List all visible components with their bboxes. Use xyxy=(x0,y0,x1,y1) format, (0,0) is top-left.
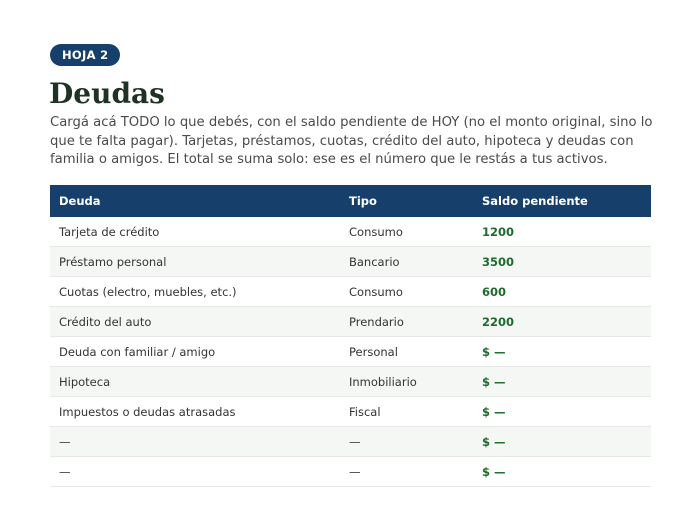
debt-name-cell[interactable]: Crédito del auto xyxy=(50,307,340,337)
table-body xyxy=(50,217,651,487)
debt-name-cell[interactable]: Deuda con familiar / amigo xyxy=(50,337,340,367)
debt-name-cell[interactable]: Cuotas (electro, muebles, etc.) xyxy=(50,277,340,307)
column-header-deuda: Deuda xyxy=(50,185,340,217)
debt-balance-cell[interactable]: $ — xyxy=(473,457,651,487)
sheet-badge: HOJA 2 xyxy=(50,44,120,66)
debt-type-cell[interactable]: Consumo xyxy=(340,217,473,247)
column-header-saldo: Saldo pendiente xyxy=(473,185,651,217)
debt-name-cell[interactable]: Hipoteca xyxy=(50,367,340,397)
debt-name-cell[interactable]: Préstamo personal xyxy=(50,247,340,277)
debt-type-cell[interactable]: Personal xyxy=(340,337,473,367)
debt-balance-cell[interactable]: 600 xyxy=(473,277,651,307)
debt-balance-cell[interactable]: 3500 xyxy=(473,247,651,277)
table-row xyxy=(50,367,651,397)
debt-type-cell[interactable]: — xyxy=(340,457,473,487)
table-row xyxy=(50,397,651,427)
table-row xyxy=(50,247,651,277)
debt-balance-cell[interactable]: $ — xyxy=(473,427,651,457)
debt-balance-cell[interactable]: $ — xyxy=(473,367,651,397)
debt-type-cell[interactable]: — xyxy=(340,427,473,457)
debt-name-cell[interactable]: Impuestos o deudas atrasadas xyxy=(50,397,340,427)
table-row xyxy=(50,277,651,307)
table-row xyxy=(50,217,651,247)
debt-name-cell[interactable]: — xyxy=(50,457,340,487)
debt-name-cell[interactable]: — xyxy=(50,427,340,457)
debt-balance-cell[interactable]: 1200 xyxy=(473,217,651,247)
debt-name-cell[interactable]: Tarjeta de crédito xyxy=(50,217,340,247)
debt-balance-cell[interactable]: $ — xyxy=(473,337,651,367)
debt-type-cell[interactable]: Fiscal xyxy=(340,397,473,427)
column-header-tipo: Tipo xyxy=(340,185,473,217)
debt-balance-cell[interactable]: 2200 xyxy=(473,307,651,337)
table-row xyxy=(50,337,651,367)
debt-type-cell[interactable]: Bancario xyxy=(340,247,473,277)
debt-type-cell[interactable]: Consumo xyxy=(340,277,473,307)
table-row xyxy=(50,427,651,457)
page-description: Cargá acá TODO lo que debés, con el saldo pendiente de HOY (no el monto original, sino lo que te falta pagar). Tarjetas, préstamos, cuotas, crédito del auto, hipoteca y deudas con familia o amigos. El total se suma solo: ese es el número que le restás a tus activos. xyxy=(50,115,653,167)
table-row xyxy=(50,457,651,487)
table-row xyxy=(50,307,651,337)
debt-balance-cell[interactable]: $ — xyxy=(473,397,651,427)
table-header xyxy=(50,185,651,217)
debt-type-cell[interactable]: Prendario xyxy=(340,307,473,337)
debts-table xyxy=(50,185,651,487)
debts-table-container xyxy=(50,185,651,487)
debt-type-cell[interactable]: Inmobiliario xyxy=(340,367,473,397)
table-header-row xyxy=(50,185,651,217)
page-title: Deudas xyxy=(49,77,165,110)
